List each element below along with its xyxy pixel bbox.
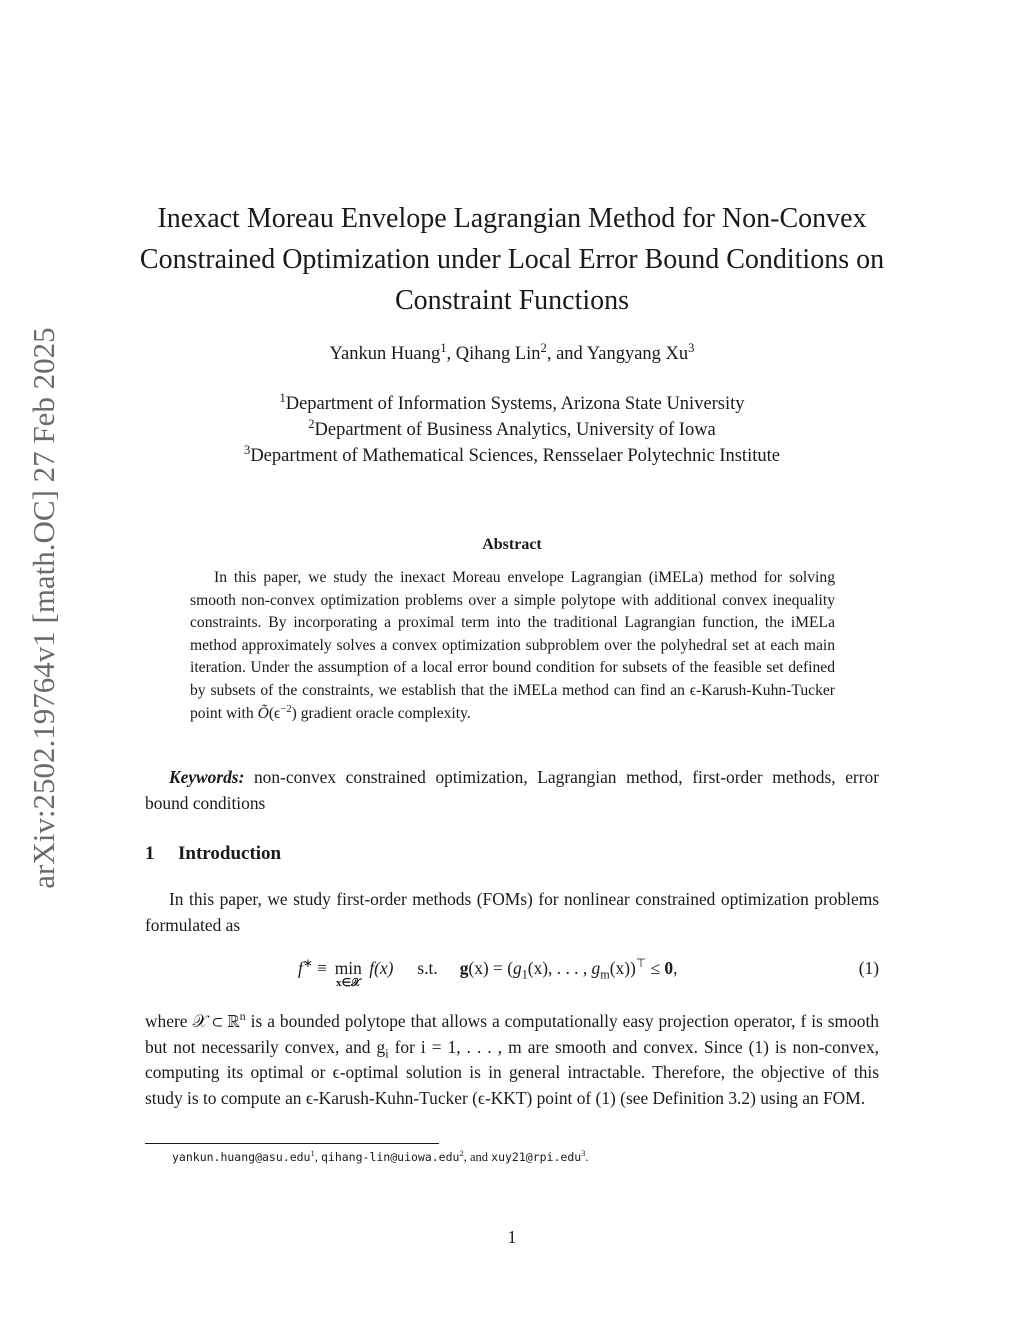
- footnote-email[interactable]: xuy21@rpi.edu: [491, 1150, 582, 1164]
- complexity-argument: (ϵ: [268, 704, 281, 722]
- eq-g1: g: [513, 958, 522, 978]
- para2-sub: i: [385, 1045, 389, 1060]
- affiliation-mark: 1: [279, 390, 286, 405]
- eq-zero: 0: [664, 958, 674, 978]
- footnote-email[interactable]: qihang-lin@uiowa.edu: [320, 1150, 460, 1164]
- keywords-label: Keywords:: [169, 767, 245, 787]
- arxiv-identifier: arXiv:2502.19764v1 [math.OC] 27 Feb 2025: [26, 327, 61, 889]
- footnote-mark: 1: [310, 1147, 315, 1158]
- affiliation-list: [0, 391, 1024, 469]
- eq-gx: (x) = (: [468, 958, 513, 978]
- eq-gm: g: [591, 958, 601, 978]
- abstract-heading: Abstract: [482, 536, 542, 553]
- affiliation-text: Department of Business Analytics, University of Iowa: [314, 420, 716, 440]
- eq-equiv: ≡: [312, 958, 332, 978]
- keywords-text: non-convex constrained optimization, Lagrangian method, first-order methods, error bound conditions: [145, 767, 879, 813]
- para2-text: for i = 1, . . . , m are smooth and convex. Since (1) is non-convex, computing its optimal or ϵ-optimal solution is in general intractable. Therefore, the objective of this study is to compute an ϵ-Karush-Kuhn-Tucker (ϵ-KKT) point of (1) (see Definition 3.2) using an FOM.: [145, 1036, 879, 1108]
- section-heading: [145, 843, 281, 865]
- eq-leq: ≤: [646, 958, 665, 978]
- footnote-and: , and: [463, 1150, 492, 1164]
- eq-g: g: [459, 958, 469, 978]
- eq-min-operator: [331, 958, 365, 989]
- paper-title: Inexact Moreau Envelope Lagrangian Method for Non-Convex Constrained Optimization under Local Error Bound Conditions on Constraint Functions: [139, 203, 885, 316]
- footnote: [172, 1147, 589, 1165]
- keywords: [145, 765, 879, 816]
- section-number: 1: [145, 843, 155, 864]
- footnote-rule: [145, 1143, 439, 1144]
- affiliation: [0, 443, 1024, 469]
- affiliation: [0, 417, 1024, 443]
- intro-paragraph-2: [145, 1009, 879, 1111]
- complexity-exponent: −2: [280, 703, 292, 715]
- eq-g1-arg: (x), . . . ,: [527, 958, 592, 978]
- para2-text: where 𝒳 ⊂ ℝ: [145, 1011, 240, 1031]
- complexity-symbol: Õ: [257, 704, 269, 722]
- complexity-close: ): [291, 704, 297, 722]
- para2-sup: n: [239, 1009, 246, 1024]
- author-name: Yankun Huang: [329, 344, 441, 364]
- abstract-body: [190, 567, 835, 725]
- footnote-mark: 2: [459, 1147, 464, 1158]
- eq-objective: f(x): [369, 958, 394, 978]
- footnote-mark: 3: [581, 1147, 586, 1158]
- author-mark: 2: [540, 340, 547, 355]
- eq-st: s.t.: [417, 958, 438, 978]
- eq-transpose: ⊤: [635, 956, 647, 971]
- footnote-end: .: [585, 1150, 589, 1164]
- affiliation-mark: 3: [244, 442, 251, 457]
- footnote-sep: ,: [314, 1150, 321, 1164]
- author-mark: 1: [440, 340, 447, 355]
- eq-lhs: f: [298, 958, 303, 978]
- eq-gm-sub: m: [600, 967, 610, 982]
- eq-min: min: [334, 958, 362, 978]
- author-separator: ,: [446, 344, 456, 364]
- eq-comma: ,: [673, 958, 678, 978]
- section-title: Introduction: [178, 843, 282, 864]
- author-name: Yangyang Xu: [586, 344, 689, 364]
- footnote-email[interactable]: yankun.huang@asu.edu: [172, 1150, 311, 1164]
- page-number: 1: [507, 1227, 517, 1247]
- equation-body: [298, 956, 678, 989]
- author-mark: 3: [688, 340, 695, 355]
- eq-g1-sub: 1: [521, 967, 528, 982]
- author-separator: , and: [546, 344, 587, 364]
- abstract-text: In this paper, we study the inexact Moreau envelope Lagrangian (iMELa) method for solving smooth non-convex optimization problems over a simple polytope with additional convex inequality constraints. By incorporating a proximal term into the traditional Lagrangian function, the iMELa method approximately solves a convex optimization subproblem over the polyhedral set at each main iteration. Under the assumption of a local error bound condition for subsets of the feasible set defined by subsets of the constraints, we establish that the iMELa method can find an ϵ-Karush-Kuhn-Tucker point with: [190, 569, 835, 722]
- eq-min-sub: x∈𝒳: [336, 977, 361, 989]
- affiliation-text: Department of Mathematical Sciences, Rensselaer Polytechnic Institute: [250, 446, 780, 466]
- author-name: Qihang Lin: [455, 344, 541, 364]
- author-list: [0, 340, 1024, 365]
- affiliation: [0, 391, 1024, 417]
- equation-1: [145, 958, 879, 994]
- affiliation-mark: 2: [308, 416, 315, 431]
- equation-label: (1): [858, 958, 879, 978]
- eq-gm-arg: (x)): [609, 958, 636, 978]
- intro-paragraph-1: In this paper, we study first-order methods (FOMs) for nonlinear constrained optimization problems formulated as: [145, 889, 879, 935]
- affiliation-text: Department of Information Systems, Arizona State University: [285, 394, 745, 414]
- para2-text: is a bounded polytope that allows a computationally easy projection operator, f is smooth but not necessarily convex, and g: [145, 1011, 879, 1057]
- abstract-text-end: gradient oracle complexity.: [296, 704, 471, 722]
- eq-lhs-sup: ∗: [302, 956, 313, 971]
